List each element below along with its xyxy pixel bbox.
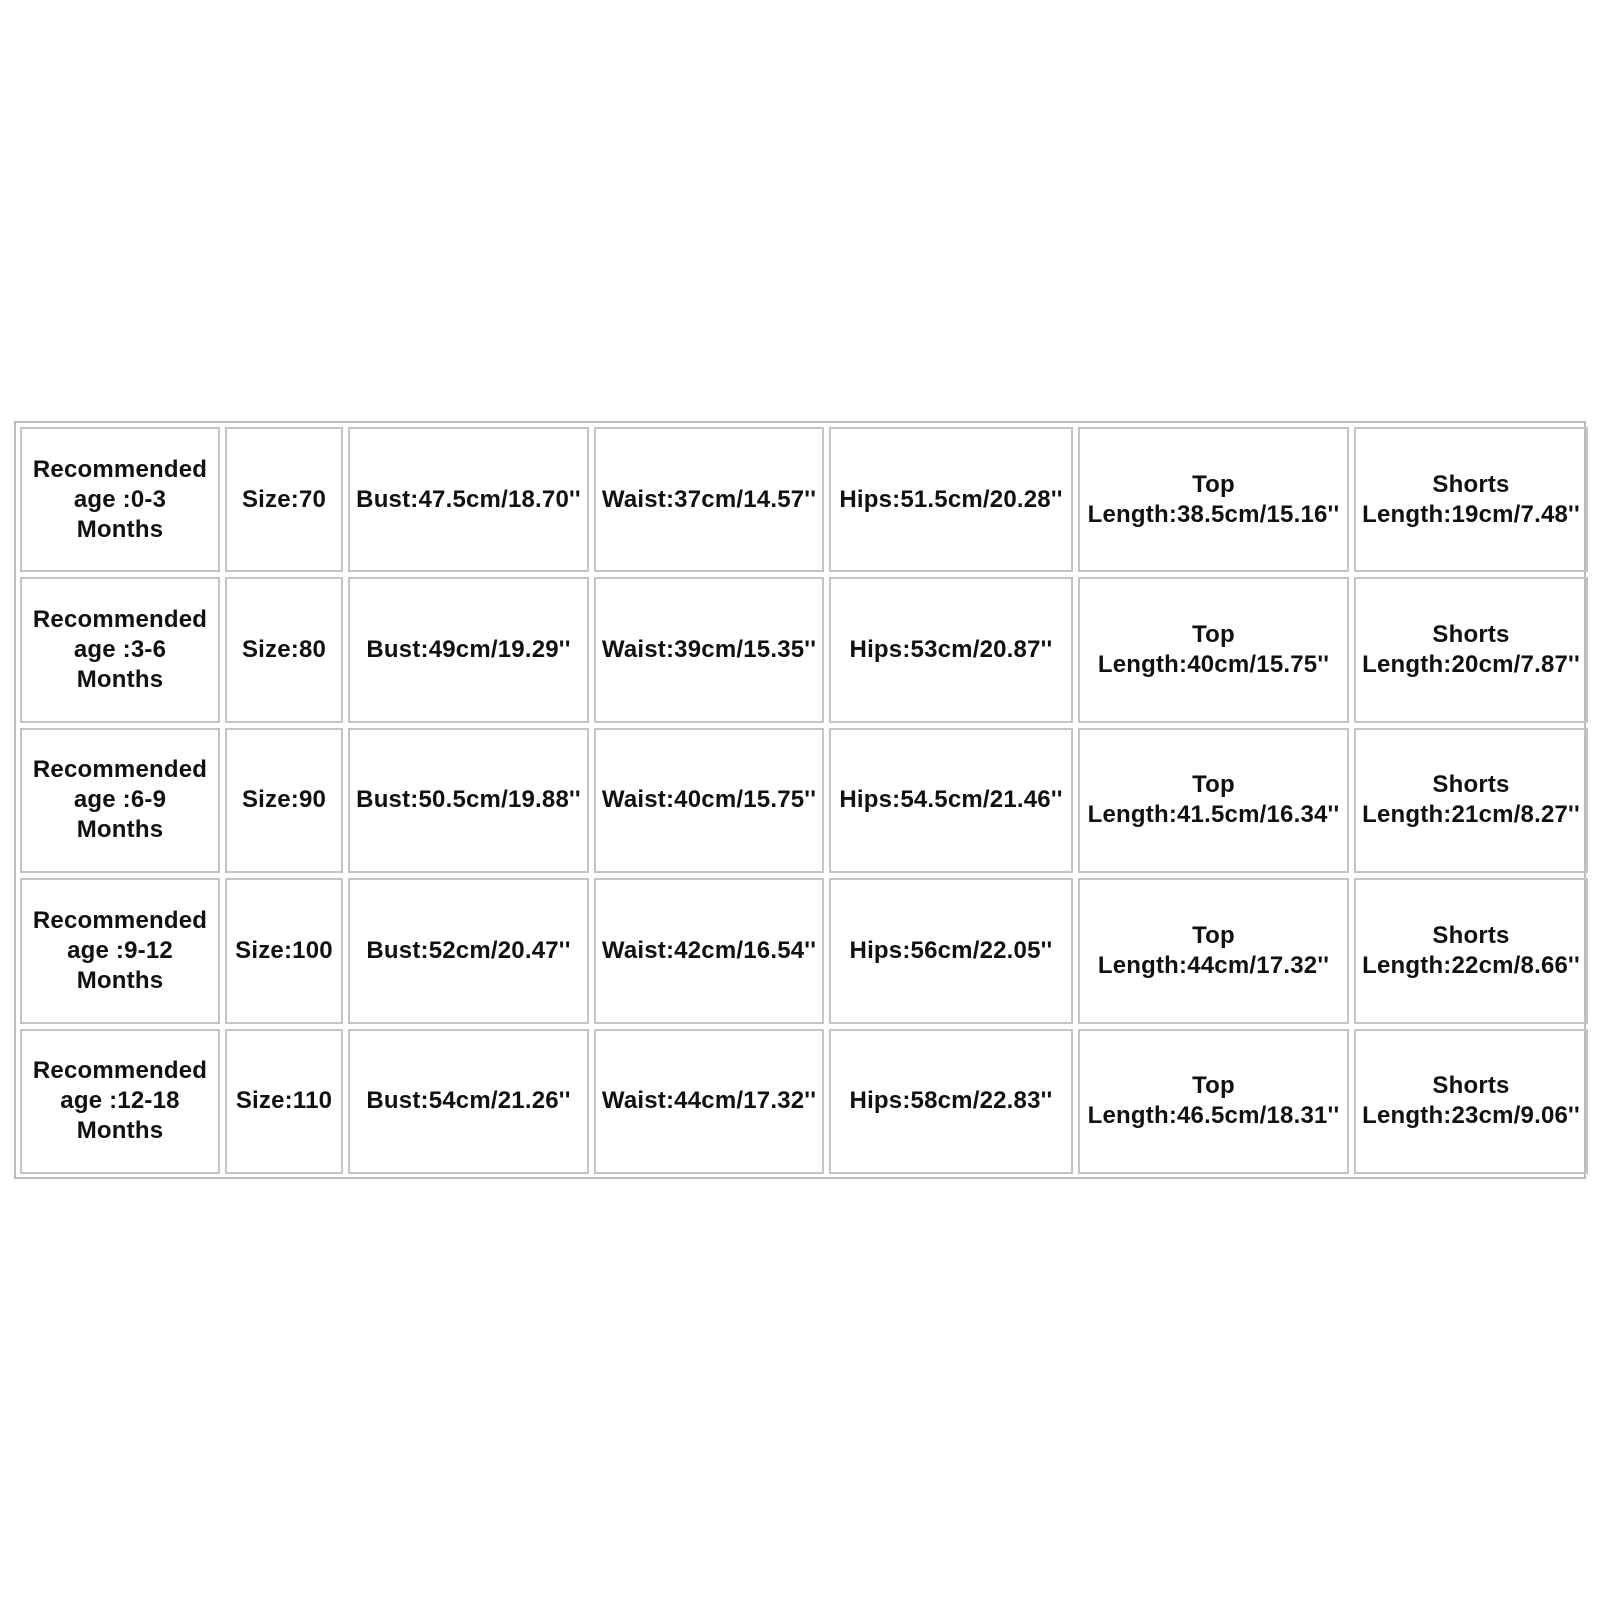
hips-cell: Hips:58cm/22.83'' — [829, 1029, 1073, 1174]
bust-cell: Bust:49cm/19.29'' — [348, 577, 589, 722]
table-row — [20, 1029, 1588, 1174]
top-length-cell: Top Length:44cm/17.32'' — [1078, 878, 1349, 1023]
top-length-cell: Top Length:40cm/15.75'' — [1078, 577, 1349, 722]
age-cell: Recommended age :3-6 Months — [20, 577, 220, 722]
size-cell: Size:100 — [225, 878, 343, 1023]
table-row — [20, 577, 1588, 722]
waist-cell: Waist:39cm/15.35'' — [594, 577, 824, 722]
shorts-length-cell: Shorts Length:23cm/9.06'' — [1354, 1029, 1588, 1174]
bust-cell: Bust:52cm/20.47'' — [348, 878, 589, 1023]
size-cell: Size:80 — [225, 577, 343, 722]
top-length-cell: Top Length:46.5cm/18.31'' — [1078, 1029, 1349, 1174]
top-length-cell: Top Length:41.5cm/16.34'' — [1078, 728, 1349, 873]
top-length-cell: Top Length:38.5cm/15.16'' — [1078, 427, 1349, 572]
shorts-length-cell: Shorts Length:22cm/8.66'' — [1354, 878, 1588, 1023]
shorts-length-cell: Shorts Length:20cm/7.87'' — [1354, 577, 1588, 722]
hips-cell: Hips:56cm/22.05'' — [829, 878, 1073, 1023]
age-cell: Recommended age :6-9 Months — [20, 728, 220, 873]
waist-cell: Waist:37cm/14.57'' — [594, 427, 824, 572]
age-cell: Recommended age :12-18 Months — [20, 1029, 220, 1174]
hips-cell: Hips:51.5cm/20.28'' — [829, 427, 1073, 572]
hips-cell: Hips:53cm/20.87'' — [829, 577, 1073, 722]
size-cell: Size:110 — [225, 1029, 343, 1174]
waist-cell: Waist:44cm/17.32'' — [594, 1029, 824, 1174]
table-row — [20, 427, 1588, 572]
hips-cell: Hips:54.5cm/21.46'' — [829, 728, 1073, 873]
table-row — [20, 878, 1588, 1023]
shorts-length-cell: Shorts Length:21cm/8.27'' — [1354, 728, 1588, 873]
size-chart — [14, 421, 1586, 1179]
table-row — [20, 728, 1588, 873]
waist-cell: Waist:40cm/15.75'' — [594, 728, 824, 873]
size-cell: Size:90 — [225, 728, 343, 873]
age-cell: Recommended age :0-3 Months — [20, 427, 220, 572]
size-chart-table — [15, 422, 1593, 1179]
bust-cell: Bust:50.5cm/19.88'' — [348, 728, 589, 873]
waist-cell: Waist:42cm/16.54'' — [594, 878, 824, 1023]
shorts-length-cell: Shorts Length:19cm/7.48'' — [1354, 427, 1588, 572]
size-cell: Size:70 — [225, 427, 343, 572]
age-cell: Recommended age :9-12 Months — [20, 878, 220, 1023]
bust-cell: Bust:47.5cm/18.70'' — [348, 427, 589, 572]
bust-cell: Bust:54cm/21.26'' — [348, 1029, 589, 1174]
